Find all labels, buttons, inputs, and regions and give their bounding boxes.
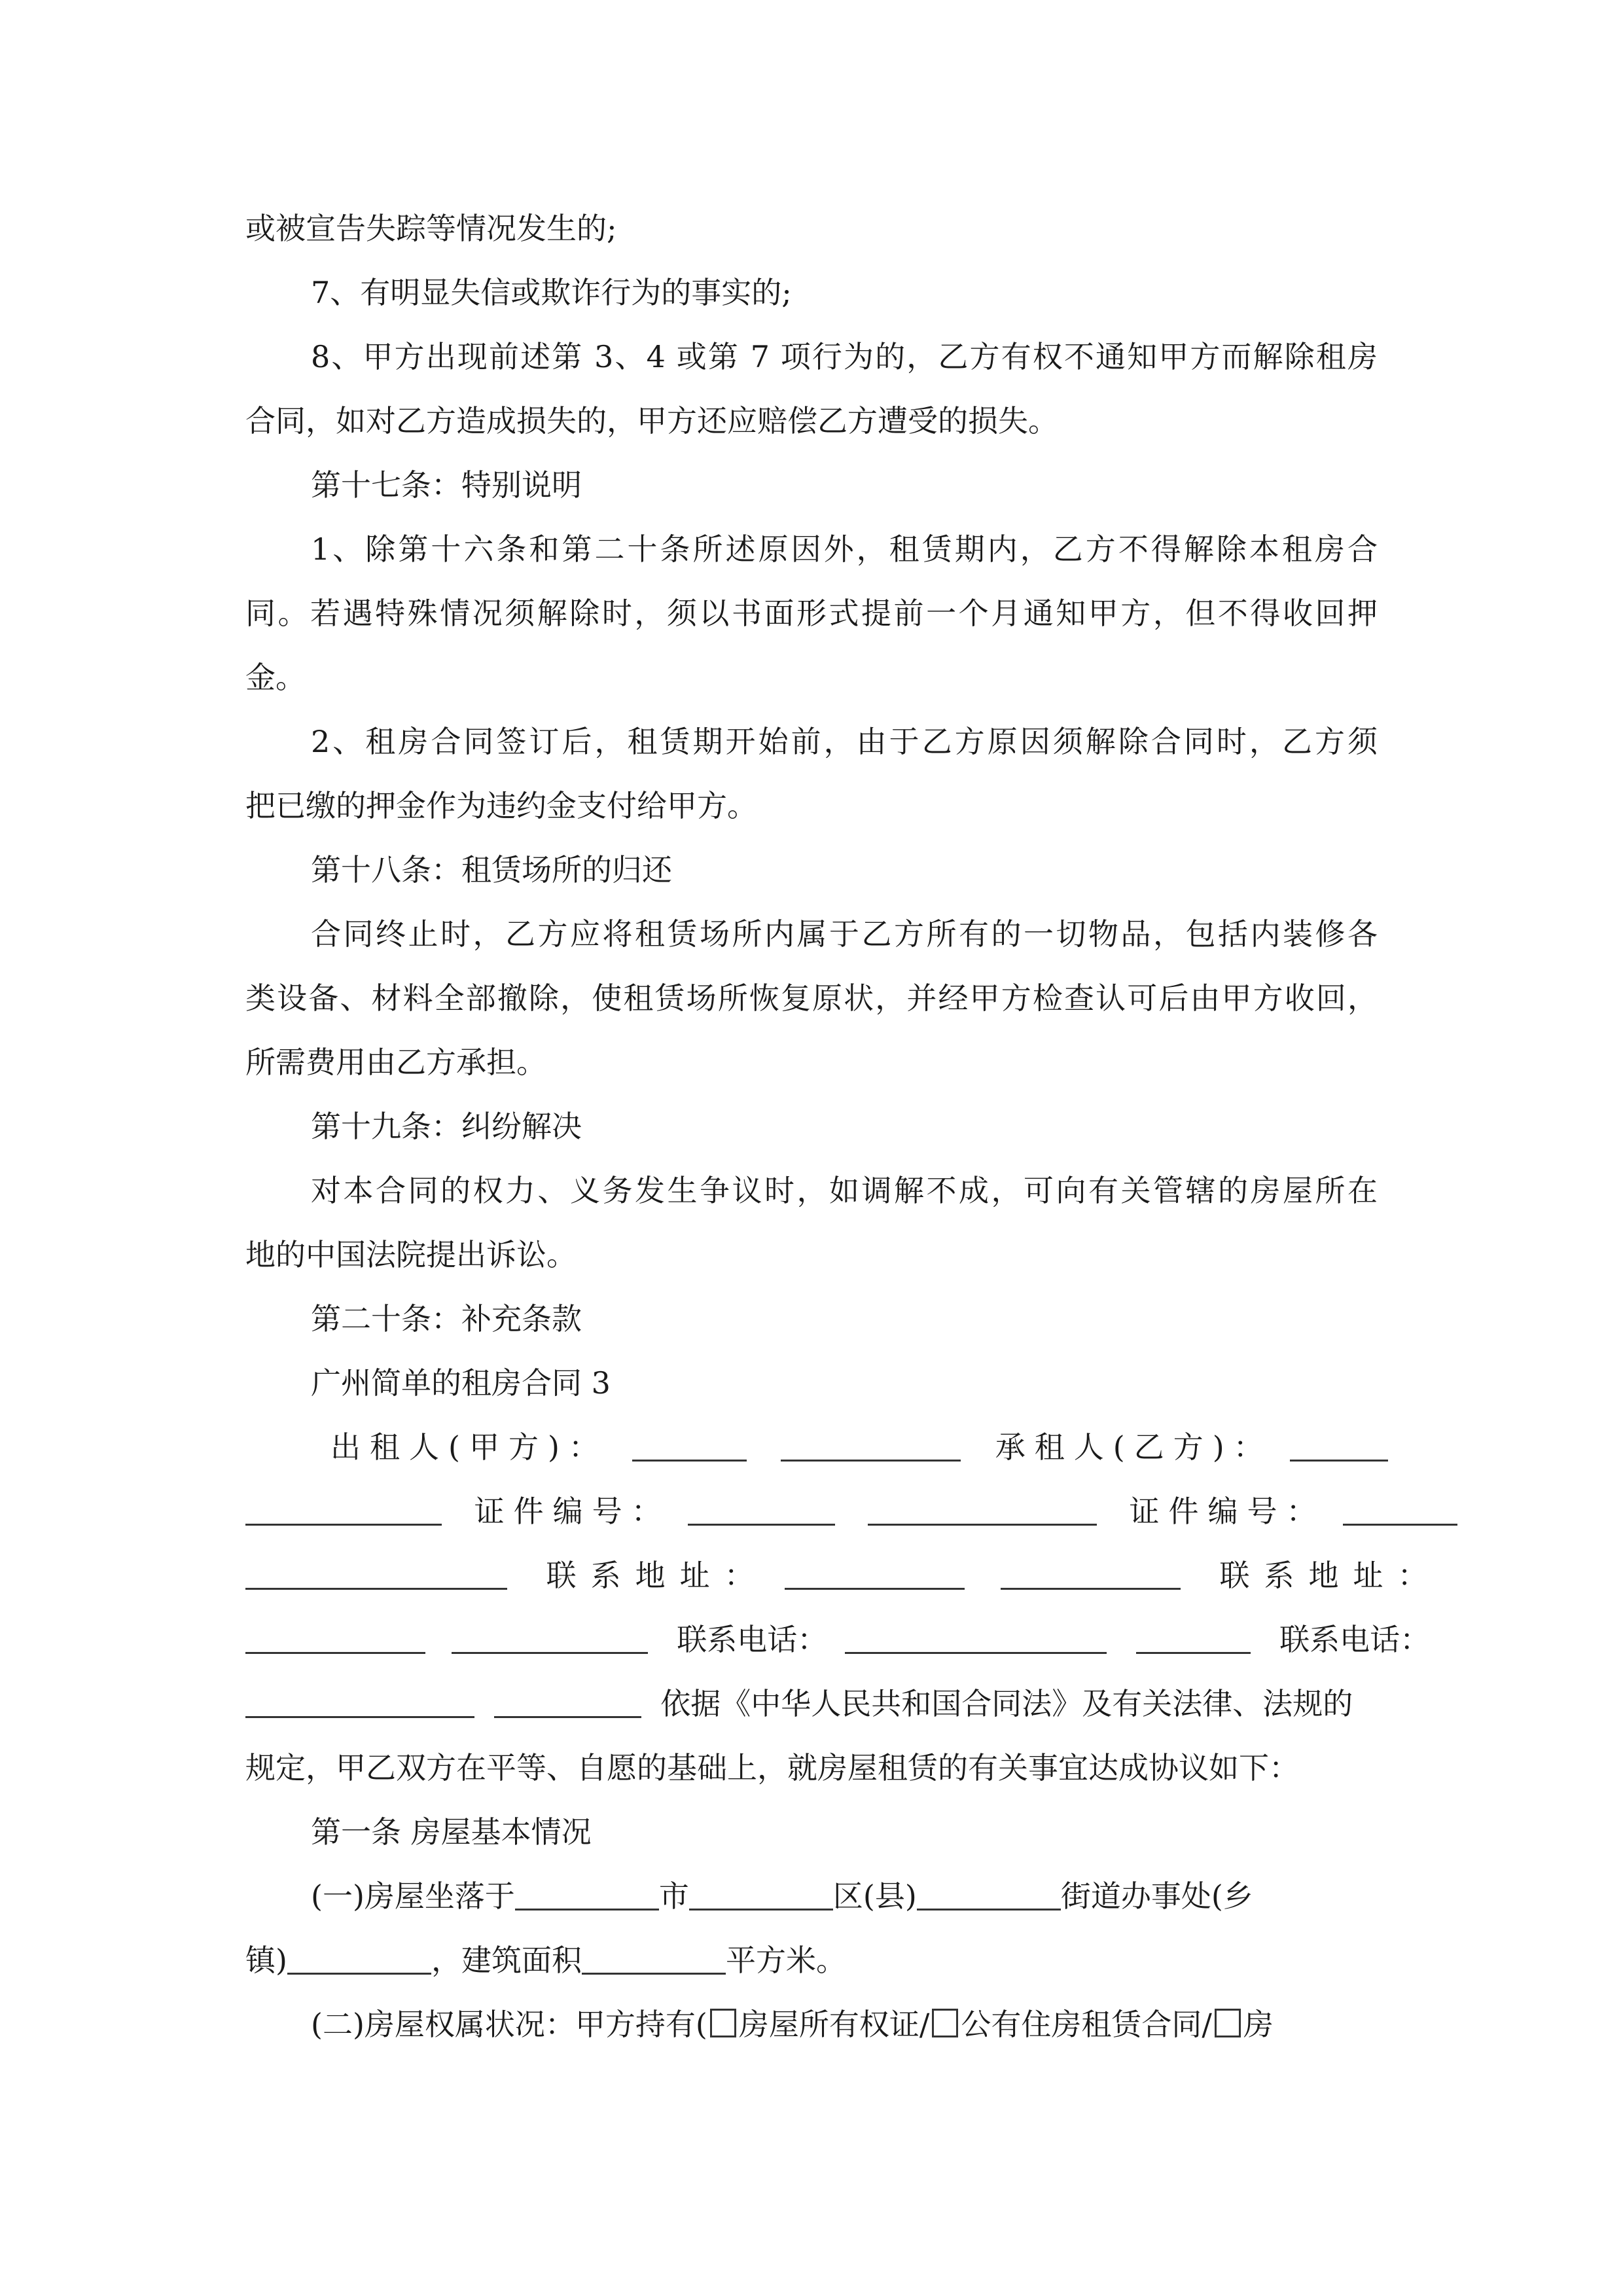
option-ownership-certificate: 房屋所有权证/ [738, 2007, 930, 2042]
town-label: 镇) [245, 1943, 287, 1978]
text-line: 同。若遇特殊情况须解除时，须以书面形式提前一个月通知甲方，但不得收回押 [245, 596, 1378, 631]
address-label-2: 联系地址： [1219, 1558, 1442, 1593]
city-blank[interactable] [515, 1869, 659, 1910]
area-unit: 平方米。 [725, 1943, 846, 1978]
address-blank-2[interactable] [1001, 1549, 1181, 1590]
phone-blank-4[interactable] [494, 1677, 641, 1718]
address-blank-3[interactable] [245, 1613, 425, 1654]
checkbox-public-housing-lease[interactable] [932, 2009, 958, 2037]
basis-text: 依据《中华人民共和国合同法》及有关法律、法规的 [660, 1686, 1353, 1721]
text-line: 合同终止时，乙方应将租赁场所内属于乙方所有的一切物品，包括内装修各 [311, 916, 1378, 952]
area-blank[interactable] [582, 1933, 726, 1975]
text-line: 或被宣告失踪等情况发生的; [245, 211, 617, 246]
article-19-heading: 第十九条：纠纷解决 [311, 1109, 582, 1144]
address-row [245, 1543, 1442, 1607]
text-line: 1、除第十六条和第二十条所述原因外，租赁期内，乙方不得解除本租房合 [311, 531, 1378, 567]
street-blank[interactable] [917, 1869, 1061, 1910]
article-1-heading: 第一条 房屋基本情况 [311, 1814, 592, 1850]
contract-page [245, 196, 1442, 2056]
text-line: 对本合同的权力、义务发生争议时，如调解不成，可向有关管辖的房屋所在 [311, 1173, 1378, 1208]
ownership-row [245, 1992, 1378, 2056]
address-blank-1[interactable] [785, 1549, 965, 1590]
contract-title: 广州简单的租房合同 3 [311, 1365, 611, 1401]
district-label: 区(县) [832, 1878, 917, 1914]
text-line: 2、租房合同签订后，租赁期开始前，由于乙方原因须解除合同时，乙方须 [311, 724, 1378, 759]
lessor-label: 出租人(甲方)： [330, 1429, 608, 1465]
phone-blank-1[interactable] [845, 1613, 1107, 1654]
lessee-blank-1[interactable] [1290, 1420, 1388, 1462]
phone-row [245, 1607, 1431, 1672]
street-label: 街道办事处(乡 [1060, 1878, 1253, 1914]
article-17-heading: 第十七条：特别说明 [311, 467, 582, 503]
article-18-heading: 第十八条：租赁场所的归还 [311, 852, 672, 888]
checkbox-ownership-certificate[interactable] [710, 2009, 736, 2037]
location-prefix: (一)房屋坐落于 [311, 1878, 515, 1914]
text-line: 合同，如对乙方造成损失的，甲方还应赔偿乙方遭受的损失。 [245, 403, 1058, 439]
phone-blank-2[interactable] [1136, 1613, 1251, 1654]
id-row [245, 1479, 1378, 1543]
agreement-line: 规定，甲乙双方在平等、自愿的基础上，就房屋租赁的有关事宜达成协议如下： [245, 1750, 1299, 1785]
lessee-blank-2[interactable] [245, 1484, 442, 1526]
id-blank-1[interactable] [688, 1484, 835, 1526]
option-public-housing-lease: 公有住房租赁合同/ [961, 2007, 1212, 2042]
text-line: 把已缴的押金作为违约金支付给甲方。 [245, 788, 757, 823]
text-line: 7、有明显失信或欺诈行为的事实的; [311, 275, 792, 310]
phone-blank-3[interactable] [245, 1677, 474, 1718]
checkbox-other[interactable] [1215, 2009, 1241, 2037]
location-row [245, 1864, 1378, 1928]
lessor-blank-1[interactable] [632, 1420, 747, 1462]
text-line: 8、甲方出现前述第 3、4 或第 7 项行为的，乙方有权不通知甲方而解除租房 [311, 339, 1378, 374]
area-prefix: ，建筑面积 [431, 1943, 582, 1978]
id-label-2: 证件编号： [1129, 1494, 1326, 1529]
id-blank-2[interactable] [868, 1484, 1097, 1526]
id-blank-4[interactable] [245, 1549, 507, 1590]
text-line: 金。 [245, 660, 306, 695]
id-blank-3[interactable] [1343, 1484, 1457, 1526]
district-blank[interactable] [689, 1869, 833, 1910]
area-row [245, 1928, 1378, 1992]
phone-label-1: 联系电话： [677, 1622, 828, 1657]
lessee-label: 承租人(乙方)： [995, 1429, 1273, 1465]
address-blank-4[interactable] [452, 1613, 648, 1654]
city-label: 市 [658, 1878, 689, 1914]
article-20-heading: 第二十条：补充条款 [311, 1301, 582, 1336]
basis-row [245, 1672, 1378, 1736]
address-label-1: 联系地址： [546, 1558, 769, 1593]
option-other: 房 [1243, 2007, 1274, 2042]
town-blank[interactable] [287, 1933, 431, 1975]
text-line: 类设备、材料全部撤除，使租赁场所恢复原状，并经甲方检查认可后由甲方收回， [245, 980, 1378, 1016]
phone-label-2: 联系电话： [1279, 1622, 1431, 1657]
text-line: 所需费用由乙方承担。 [245, 1045, 546, 1080]
text-line: 地的中国法院提出诉讼。 [245, 1237, 577, 1272]
parties-row [245, 1415, 1378, 1479]
id-label-1: 证件编号： [474, 1494, 671, 1529]
ownership-prefix: (二)房屋权属状况：甲方持有( [311, 2007, 707, 2042]
lessor-blank-2[interactable] [781, 1420, 961, 1462]
